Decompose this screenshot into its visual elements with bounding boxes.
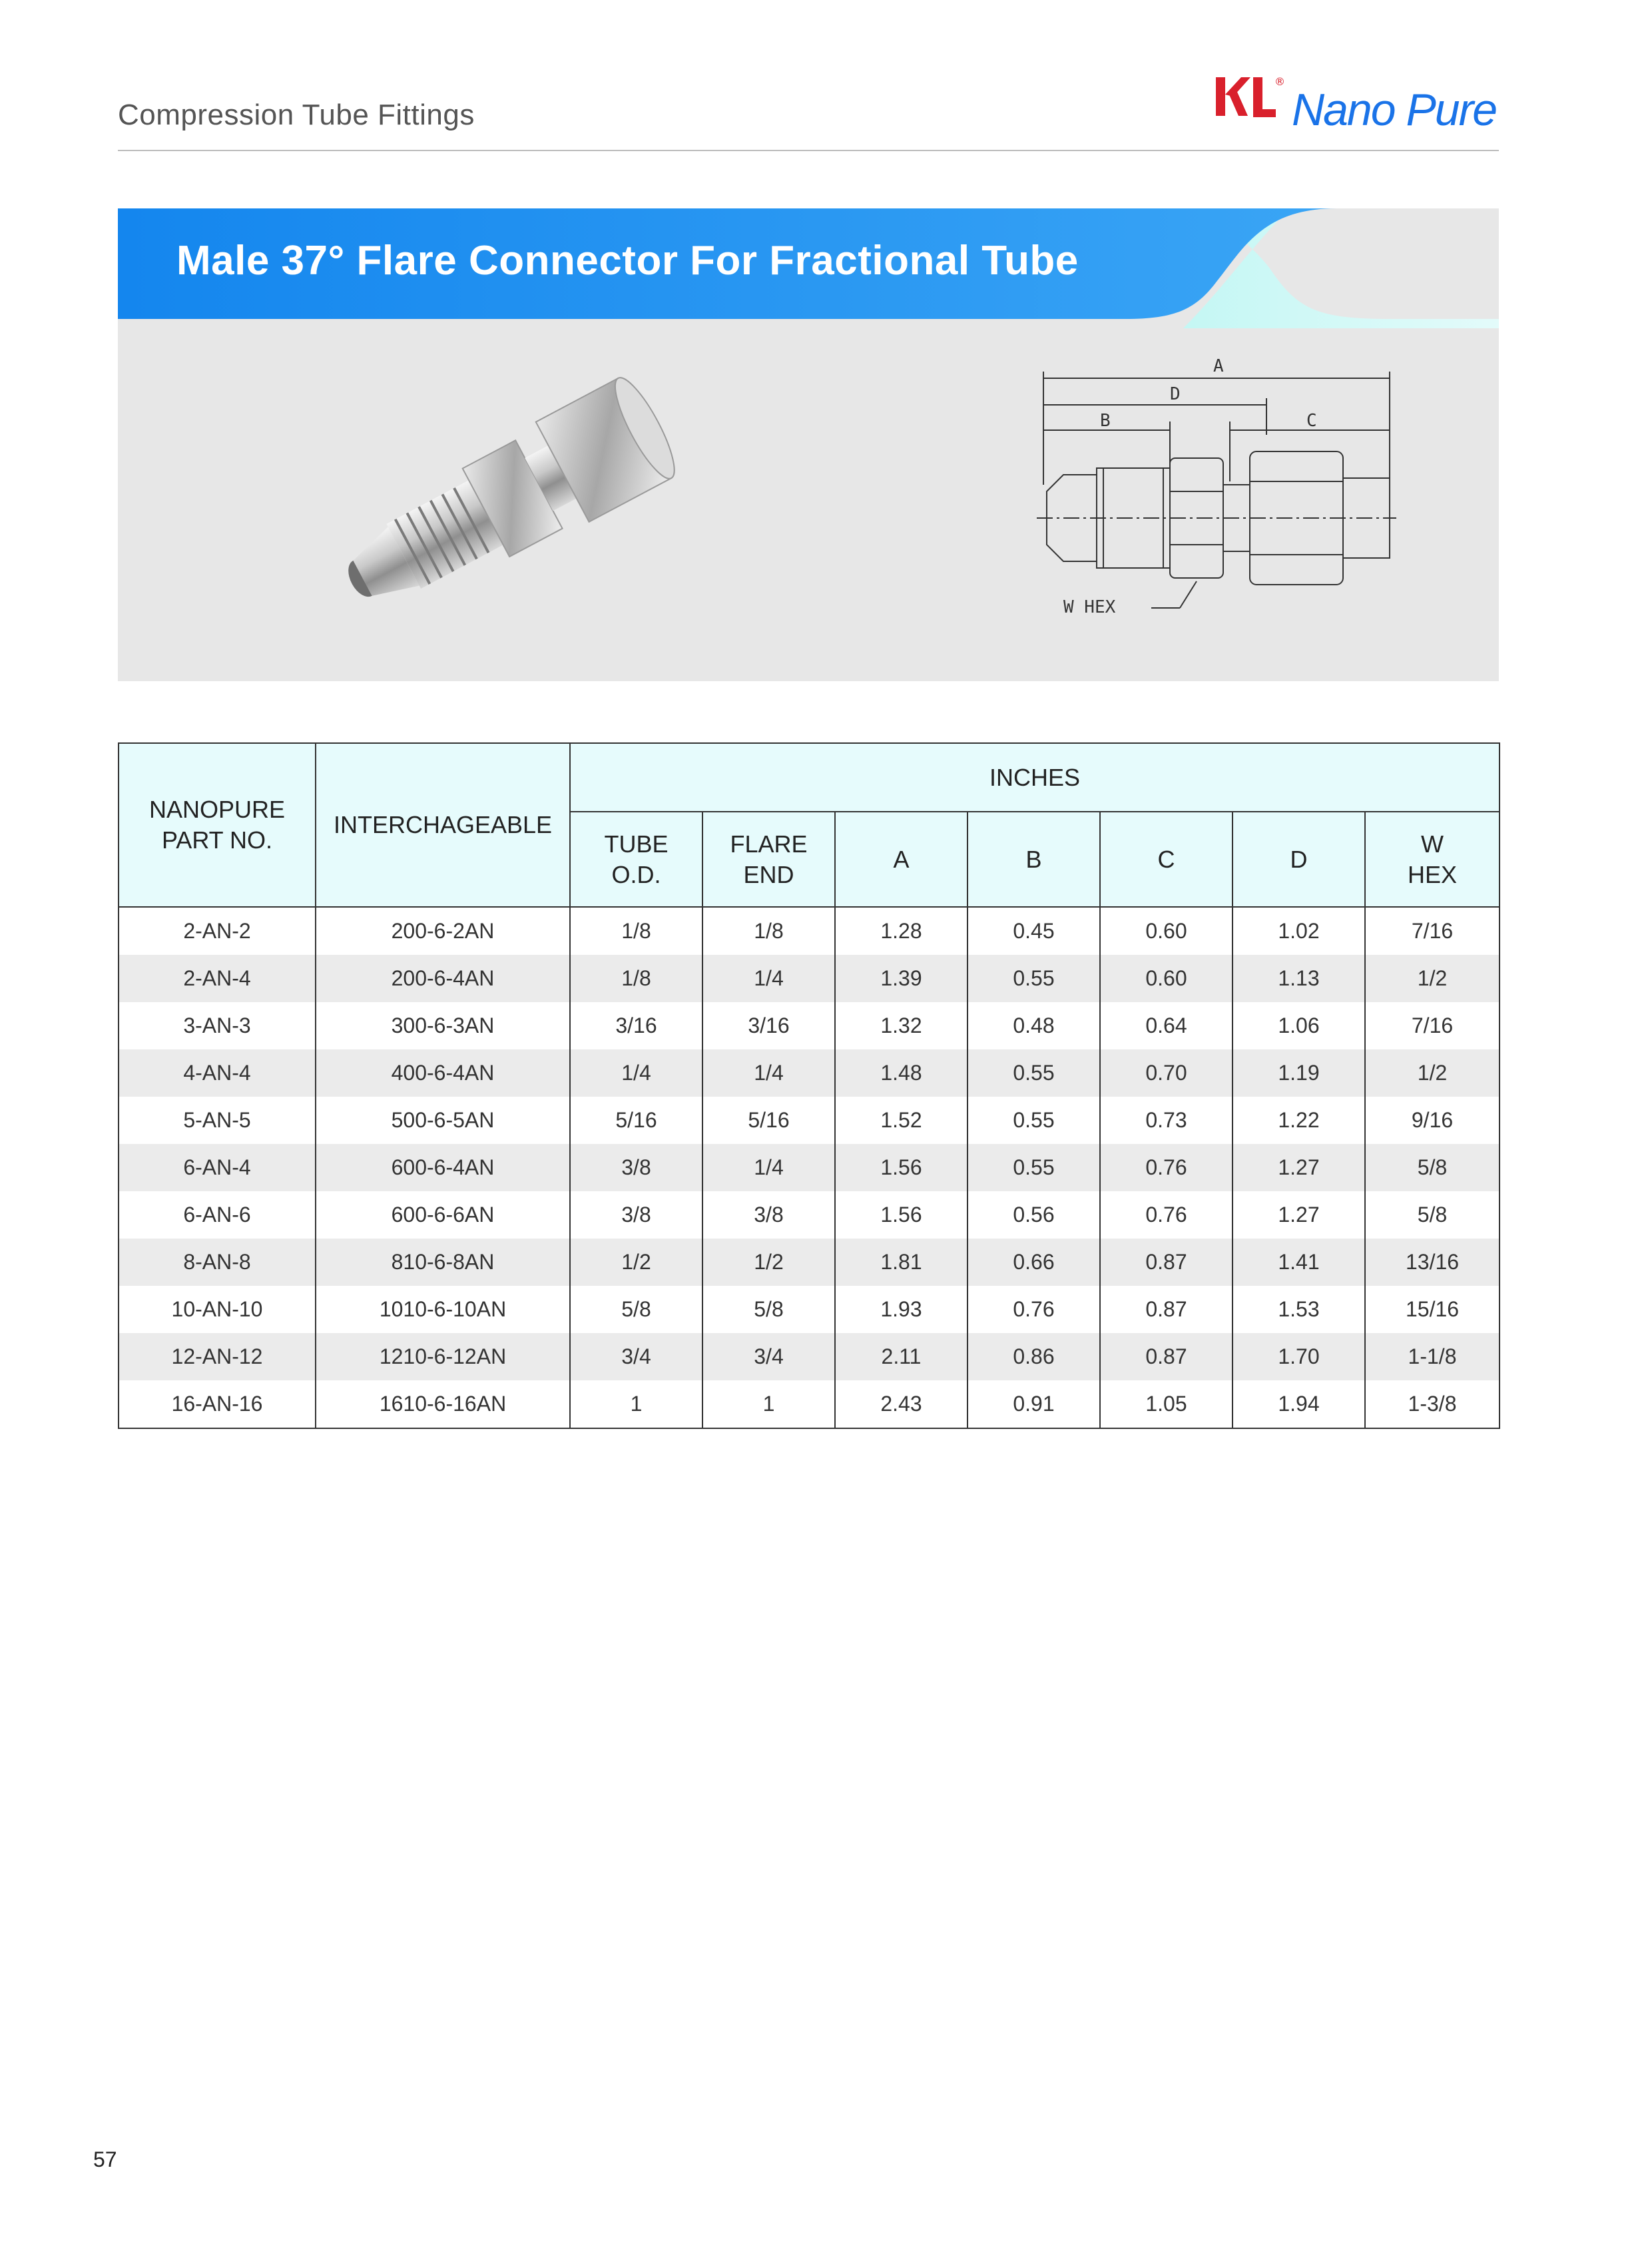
table-cell: 6-AN-6	[119, 1191, 316, 1239]
table-cell: 600-6-4AN	[316, 1144, 570, 1191]
table-cell: 0.87	[1100, 1239, 1233, 1286]
dim-d-label: D	[1170, 384, 1181, 404]
fitting-photo	[311, 348, 684, 635]
table-row	[119, 1049, 1500, 1097]
table-cell: 0.55	[967, 1144, 1100, 1191]
table-cell: 1.13	[1233, 955, 1365, 1002]
table-cell: 1.39	[835, 955, 967, 1002]
table-row	[119, 907, 1500, 955]
table-cell: 0.48	[967, 1002, 1100, 1049]
table-cell: 2.11	[835, 1333, 967, 1380]
table-cell: 1010-6-10AN	[316, 1286, 570, 1333]
table-cell: 1.28	[835, 907, 967, 955]
table-cell: 1.81	[835, 1239, 967, 1286]
table-row	[119, 1286, 1500, 1333]
dim-c-label: C	[1306, 411, 1317, 431]
table-cell: 0.60	[1100, 955, 1233, 1002]
table-cell: 200-6-2AN	[316, 907, 570, 955]
table-cell: 3/8	[570, 1191, 702, 1239]
table-cell: 2.43	[835, 1380, 967, 1428]
table-cell: 5/8	[1365, 1144, 1500, 1191]
registered-mark: ®	[1274, 75, 1285, 88]
table-cell: 5/16	[570, 1097, 702, 1144]
table-cell: 0.56	[967, 1191, 1100, 1239]
table-row	[119, 1097, 1500, 1144]
table-cell: 1.52	[835, 1097, 967, 1144]
table-cell: 15/16	[1365, 1286, 1500, 1333]
table-cell: 0.76	[1100, 1144, 1233, 1191]
table-cell: 0.86	[967, 1333, 1100, 1380]
table-cell: 1.06	[1233, 1002, 1365, 1049]
table-cell: 0.87	[1100, 1286, 1233, 1333]
table-cell: 1	[702, 1380, 835, 1428]
table-cell: 1.27	[1233, 1144, 1365, 1191]
table-cell: 0.55	[967, 955, 1100, 1002]
header-divider	[118, 150, 1499, 151]
table-cell: 0.55	[967, 1097, 1100, 1144]
table-cell: 1.19	[1233, 1049, 1365, 1097]
table-cell: 1210-6-12AN	[316, 1333, 570, 1380]
table-cell: 0.55	[967, 1049, 1100, 1097]
table-cell: 3/8	[570, 1144, 702, 1191]
table-cell: 5/8	[1365, 1191, 1500, 1239]
dimension-drawing	[1037, 352, 1410, 631]
col-b: B	[967, 812, 1100, 907]
table-cell: 1/4	[570, 1049, 702, 1097]
table-row	[119, 1002, 1500, 1049]
col-a: A	[835, 812, 967, 907]
table-cell: 3/8	[702, 1191, 835, 1239]
col-group-inches: INCHES	[570, 743, 1500, 812]
banner-title: Male 37° Flare Connector For Fractional Tube	[176, 238, 1079, 284]
col-w-hex: W HEX	[1365, 812, 1500, 907]
table-cell: 7/16	[1365, 907, 1500, 955]
table-row	[119, 955, 1500, 1002]
table-cell: 1.48	[835, 1049, 967, 1097]
table-cell: 6-AN-4	[119, 1144, 316, 1191]
table-cell: 1-1/8	[1365, 1333, 1500, 1380]
table-cell: 1.27	[1233, 1191, 1365, 1239]
table-cell: 1.56	[835, 1144, 967, 1191]
table-cell: 16-AN-16	[119, 1380, 316, 1428]
table-cell: 1.94	[1233, 1380, 1365, 1428]
table-cell: 300-6-3AN	[316, 1002, 570, 1049]
table-cell: 5/8	[702, 1286, 835, 1333]
brand-logo	[1213, 72, 1506, 135]
table-cell: 3/4	[570, 1333, 702, 1380]
page-number: 57	[93, 2147, 117, 2171]
table-cell: 0.76	[1100, 1191, 1233, 1239]
table-cell: 3-AN-3	[119, 1002, 316, 1049]
spec-table	[118, 742, 1500, 1429]
table-cell: 0.87	[1100, 1333, 1233, 1380]
col-interchangeable: INTERCHAGEABLE	[316, 743, 570, 907]
table-cell: 0.60	[1100, 907, 1233, 955]
table-cell: 400-6-4AN	[316, 1049, 570, 1097]
table-cell: 1.22	[1233, 1097, 1365, 1144]
table-cell: 0.64	[1100, 1002, 1233, 1049]
table-cell: 0.73	[1100, 1097, 1233, 1144]
section-title: Compression Tube Fittings	[118, 99, 475, 131]
kl-logo-mark-icon	[1213, 72, 1286, 135]
table-cell: 1.56	[835, 1191, 967, 1239]
table-cell: 1.53	[1233, 1286, 1365, 1333]
table-cell: 3/16	[570, 1002, 702, 1049]
col-tube-od: TUBE O.D.	[570, 812, 702, 907]
table-row	[119, 1380, 1500, 1428]
table-cell: 5-AN-5	[119, 1097, 316, 1144]
table-cell: 8-AN-8	[119, 1239, 316, 1286]
table-cell: 1/8	[570, 907, 702, 955]
table-row	[119, 1333, 1500, 1380]
table-row	[119, 1239, 1500, 1286]
table-cell: 9/16	[1365, 1097, 1500, 1144]
col-flare-end: FLARE END	[702, 812, 835, 907]
table-cell: 810-6-8AN	[316, 1239, 570, 1286]
spec-table-body	[119, 907, 1500, 1428]
table-cell: 1/2	[1365, 955, 1500, 1002]
table-cell: 1	[570, 1380, 702, 1428]
table-cell: 2-AN-4	[119, 955, 316, 1002]
table-cell: 3/4	[702, 1333, 835, 1380]
table-cell: 1/8	[570, 955, 702, 1002]
table-cell: 1/4	[702, 1144, 835, 1191]
table-cell: 500-6-5AN	[316, 1097, 570, 1144]
table-cell: 200-6-4AN	[316, 955, 570, 1002]
col-part-no: NANOPURE PART NO.	[119, 743, 316, 907]
table-cell: 1/2	[570, 1239, 702, 1286]
product-banner	[118, 208, 1499, 681]
table-cell: 0.66	[967, 1239, 1100, 1286]
table-cell: 1.70	[1233, 1333, 1365, 1380]
table-cell: 0.91	[967, 1380, 1100, 1428]
table-cell: 1.32	[835, 1002, 967, 1049]
table-cell: 0.45	[967, 907, 1100, 955]
table-cell: 1.93	[835, 1286, 967, 1333]
table-cell: 1/2	[702, 1239, 835, 1286]
table-cell: 600-6-6AN	[316, 1191, 570, 1239]
table-cell: 1/2	[1365, 1049, 1500, 1097]
table-cell: 1610-6-16AN	[316, 1380, 570, 1428]
table-cell: 5/16	[702, 1097, 835, 1144]
table-cell: 1/8	[702, 907, 835, 955]
table-cell: 0.76	[967, 1286, 1100, 1333]
col-c: C	[1100, 812, 1233, 907]
table-cell: 0.70	[1100, 1049, 1233, 1097]
table-cell: 4-AN-4	[119, 1049, 316, 1097]
table-cell: 10-AN-10	[119, 1286, 316, 1333]
dim-a-label: A	[1213, 356, 1224, 376]
table-cell: 2-AN-2	[119, 907, 316, 955]
table-cell: 1.05	[1100, 1380, 1233, 1428]
table-cell: 12-AN-12	[119, 1333, 316, 1380]
table-cell: 1.41	[1233, 1239, 1365, 1286]
table-row	[119, 1144, 1500, 1191]
table-cell: 1.02	[1233, 907, 1365, 955]
col-d: D	[1233, 812, 1365, 907]
table-row	[119, 1191, 1500, 1239]
table-cell: 13/16	[1365, 1239, 1500, 1286]
table-cell: 1/4	[702, 1049, 835, 1097]
brand-name: Nano Pure	[1292, 85, 1497, 135]
table-cell: 3/16	[702, 1002, 835, 1049]
table-cell: 5/8	[570, 1286, 702, 1333]
table-cell: 7/16	[1365, 1002, 1500, 1049]
w-hex-label: W HEX	[1063, 597, 1116, 617]
table-cell: 1/4	[702, 955, 835, 1002]
dim-b-label: B	[1100, 411, 1111, 431]
table-cell: 1-3/8	[1365, 1380, 1500, 1428]
